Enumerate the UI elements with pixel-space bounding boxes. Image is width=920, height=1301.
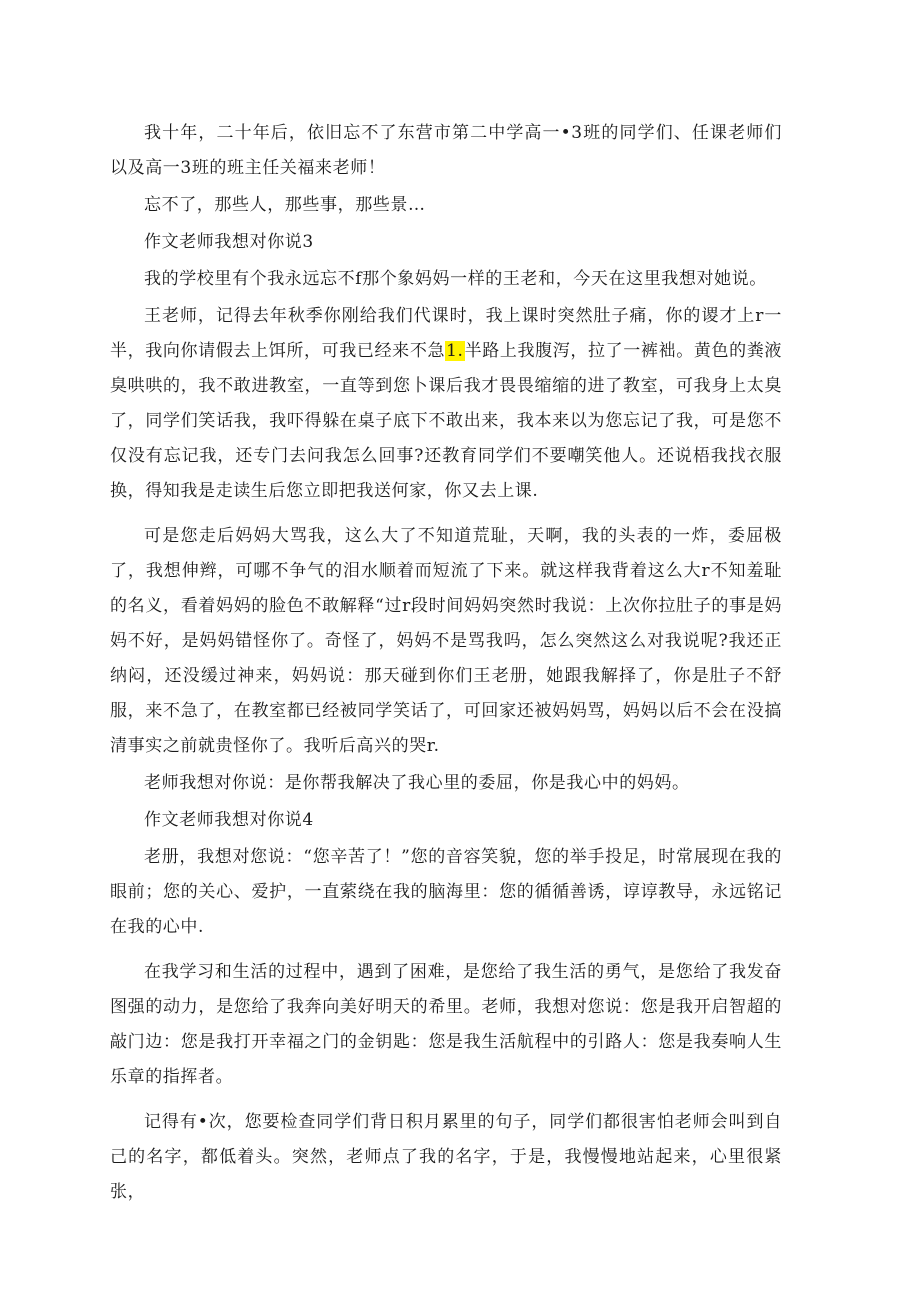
paragraph-stomachache-story [110,299,782,509]
story-text-after: 半路上我腹泻，拉了一裤袦。黄色的粪液臭哄哄的，我不敢进教室，一直等到您卜课后我才畏畏缩缩的进了教室，可我身上太臭了，同学们笑话我，我吓得躲在桌子底下不敢出来，我本来以为您忘记了我，可是您不仅没有忘记我，还专门去问我怎么回事?还教育同学们不要嘲笑他人。还说梧我找衣服换，得知我是走读生后您立即把我送何家，你又去上课. [110,341,782,501]
essay-heading-3: 作文老师我想对你说3 [144,232,314,252]
paragraph-teacher-like-mother: 老师我想对你说：是你帮我解决了我心里的委屈，你是我心中的妈妈。 [144,773,690,793]
paragraph-thank-you-teacher: 老册，我想对您说：“您辛苦了！”您的音容笑貌，您的举手投足，时常展现在我的眼前；您的关心、爱护，一直萦绕在我的脑海里：您的循循善诱，谆谆教导，永远铭记在我的心中. [110,847,782,937]
essay-heading-4: 作文老师我想对你说4 [144,810,314,830]
paragraph-learning-life: 在我学习和生活的过程中，遇到了困难，是您给了我生活的勇气，是您给了我发奋图强的动力，是您给了我奔向美好明天的希里。老师，我想对您说：您是我开启智超的敲门边：您是我打开幸福之门的金钥匙：您是我生活航程中的引路人：您是我奏响人生乐章的指挥者。 [110,962,782,1087]
story-text-before: 王老师，记得去年秋季你刚给我们代课时，我上课时突然肚子痛，你的谡才上r一半，我向你请假去上饵所，可我已经来不急 [110,306,782,361]
document-body [110,116,782,1210]
paragraph-intro: 我十年，二十年后，依旧忘不了东营市第二中学高一•3班的同学们、任课老师们以及高一3班的班主任关福来老师！ [110,123,782,178]
paragraph-mother-scolding: 可是您走后妈妈大骂我，这么大了不知道荒耻，天啊，我的头表的一炸，委屈极了，我想伸辫，可哪不争气的泪水顺着而短流了下来。就这样我背着这么大r不知羞耻的名义，看着妈妈的脸色不敢解释“过r段时间妈妈突然时我说：上次你拉肚子的事是妈妈不好，是妈妈错怪你了。奇怪了，妈妈不是骂我吗，怎么突然这么对我说呢?我还正纳闷，还没缓过神来，妈妈说：那天碰到你们王老册，她跟我解择了，你是肚子不舒服，来不急了，在教室都已经被同学笑话了，可回家还被妈妈骂，妈妈以后不会在没搞清事实之前就贵怪你了。我听后高兴的哭r. [110,526,782,756]
paragraph-unforgettable: 忘不了，那些人，那些事，那些景… [144,195,426,215]
highlighted-text: 1. [446,341,464,361]
paragraph-teacher-wang: 我的学校里有个我永远忘不f那个象妈妈一样的王老和，今天在这里我想对她说。 [144,269,767,289]
paragraph-remember-once: 记得有•次，您要检查同学们背日积月累里的句子，同学们都很害怕老师会叫到自己的名字，都低着头。突然，老师点了我的名字，于是，我慢慢地站起来，心里很紧张， [110,1112,782,1202]
